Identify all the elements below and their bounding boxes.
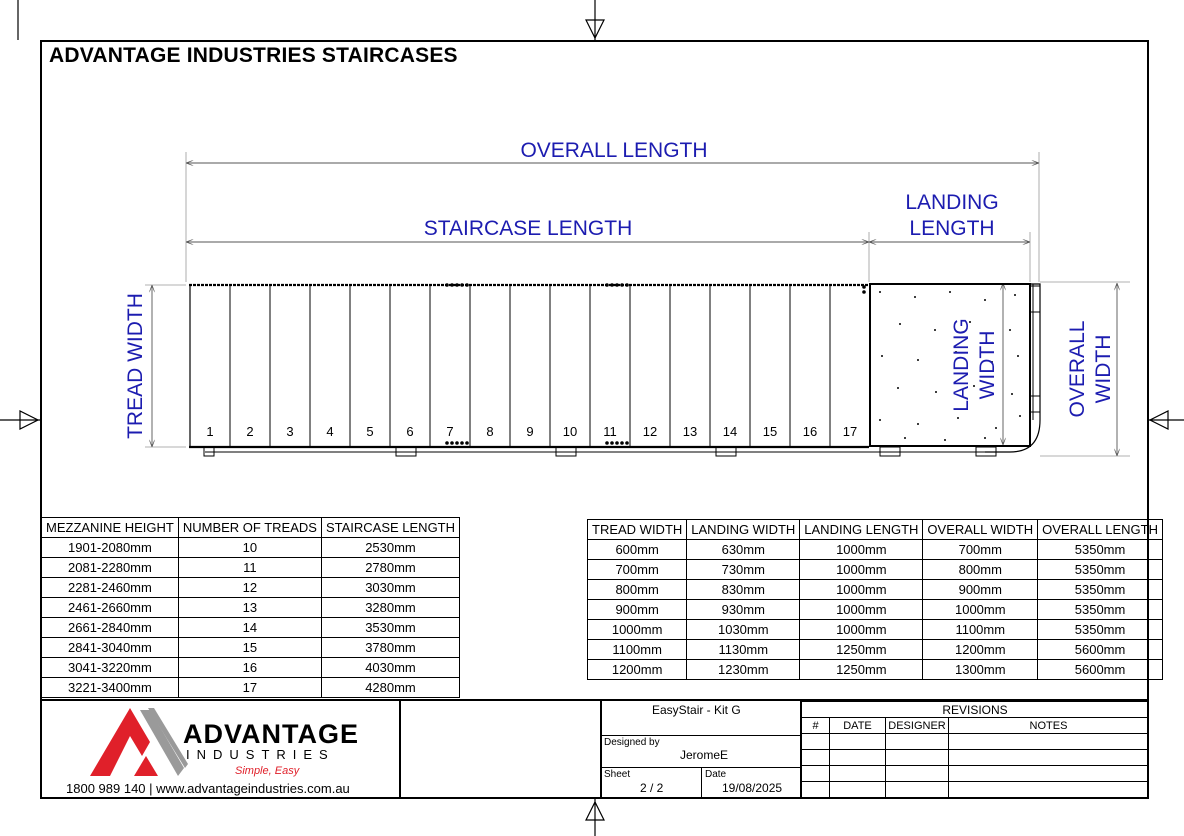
width-row bbox=[588, 640, 1163, 660]
table-cell: 5350mm bbox=[1038, 540, 1163, 560]
table-cell: 5600mm bbox=[1038, 640, 1163, 660]
table-cell: 3530mm bbox=[321, 618, 459, 638]
landing-dot bbox=[879, 419, 881, 421]
table-cell: 900mm bbox=[923, 580, 1038, 600]
landing-dot bbox=[879, 291, 881, 293]
tread-number: 10 bbox=[562, 424, 578, 439]
landing-dot bbox=[1009, 329, 1011, 331]
tread-number: 12 bbox=[642, 424, 658, 439]
tread-number: 11 bbox=[603, 424, 617, 439]
table-cell: 2661-2840mm bbox=[42, 618, 179, 638]
landing-dot bbox=[944, 439, 946, 441]
table-cell: 11 bbox=[178, 558, 321, 578]
table-cell: 1000mm bbox=[800, 540, 923, 560]
mezzanine-row bbox=[42, 538, 460, 558]
staircase-length-label: STAIRCASE LENGTH bbox=[423, 217, 633, 240]
date-value: 19/08/2025 bbox=[722, 781, 783, 795]
table-cell: 1250mm bbox=[800, 660, 923, 680]
table-cell: 3780mm bbox=[321, 638, 459, 658]
table-cell: 1200mm bbox=[588, 660, 687, 680]
table-cell: 830mm bbox=[687, 580, 800, 600]
table-cell: 2081-2280mm bbox=[42, 558, 179, 578]
table-cell: 5350mm bbox=[1038, 600, 1163, 620]
tread-number: 1 bbox=[206, 424, 214, 439]
table-cell: 15 bbox=[178, 638, 321, 658]
table-cell: 5350mm bbox=[1038, 580, 1163, 600]
table-cell: 1130mm bbox=[687, 640, 800, 660]
table-header-cell: NUMBER OF TREADS bbox=[178, 518, 321, 538]
landing-dot bbox=[995, 427, 997, 429]
landing-length-label-line1: LANDING bbox=[905, 191, 999, 214]
table-cell: 1000mm bbox=[923, 600, 1038, 620]
table-cell: 1000mm bbox=[800, 560, 923, 580]
mezzanine-row bbox=[42, 618, 460, 638]
landing-width-label-line1: LANDING bbox=[950, 318, 973, 412]
table-cell: 3030mm bbox=[321, 578, 459, 598]
table-cell: 1000mm bbox=[800, 620, 923, 640]
tread-number: 6 bbox=[406, 424, 414, 439]
mezzanine-row bbox=[42, 558, 460, 578]
table-cell: 17 bbox=[178, 678, 321, 698]
page-title: ADVANTAGE INDUSTRIES STAIRCASES bbox=[49, 44, 458, 67]
table-cell: 1000mm bbox=[588, 620, 687, 640]
width-row bbox=[588, 620, 1163, 640]
landing-dot bbox=[1014, 294, 1016, 296]
table-cell: 2530mm bbox=[321, 538, 459, 558]
width-row bbox=[588, 560, 1163, 580]
table-cell: 800mm bbox=[923, 560, 1038, 580]
table-cell: 2841-3040mm bbox=[42, 638, 179, 658]
table-cell: 930mm bbox=[687, 600, 800, 620]
revision-header-cell: # bbox=[802, 718, 830, 734]
tread-number: 15 bbox=[762, 424, 778, 439]
landing-dot bbox=[935, 391, 937, 393]
revisions-title: REVISIONS bbox=[802, 702, 1149, 718]
mezzanine-row bbox=[42, 578, 460, 598]
table-header-cell: OVERALL WIDTH bbox=[923, 520, 1038, 540]
logo-tagline: Simple, Easy bbox=[235, 765, 300, 777]
landing-dot bbox=[1017, 355, 1019, 357]
landing-dot bbox=[881, 355, 883, 357]
revision-header-cell: NOTES bbox=[949, 718, 1149, 734]
table-cell: 2461-2660mm bbox=[42, 598, 179, 618]
mezzanine-row bbox=[42, 638, 460, 658]
bolt-clusters bbox=[445, 283, 866, 445]
landing-dot bbox=[984, 299, 986, 301]
table-cell: 1230mm bbox=[687, 660, 800, 680]
landing-dot bbox=[957, 417, 959, 419]
table-header-cell: OVERALL LENGTH bbox=[1038, 520, 1163, 540]
table-cell: 900mm bbox=[588, 600, 687, 620]
tread-number: 7 bbox=[446, 424, 454, 439]
mezzanine-row bbox=[42, 598, 460, 618]
table-cell: 600mm bbox=[588, 540, 687, 560]
tread-dividers bbox=[230, 285, 870, 447]
landing-dot bbox=[897, 387, 899, 389]
tread-number: 8 bbox=[486, 424, 494, 439]
table-header-cell: MEZZANINE HEIGHT bbox=[42, 518, 179, 538]
width-row bbox=[588, 660, 1163, 680]
table-cell: 14 bbox=[178, 618, 321, 638]
table-cell: 730mm bbox=[687, 560, 800, 580]
table-cell: 10 bbox=[178, 538, 321, 558]
overall-width-label-line1: OVERALL bbox=[1066, 320, 1089, 418]
sheet-label: Sheet bbox=[604, 769, 631, 780]
mezzanine-row bbox=[42, 678, 460, 698]
tread-number: 2 bbox=[246, 424, 254, 439]
table-header-cell: STAIRCASE LENGTH bbox=[321, 518, 459, 538]
overall-width-label-line2: WIDTH bbox=[1092, 334, 1115, 404]
landing-dot bbox=[899, 323, 901, 325]
landing-width-label-line2: WIDTH bbox=[976, 330, 999, 400]
table-cell: 3280mm bbox=[321, 598, 459, 618]
width-row bbox=[588, 580, 1163, 600]
table-cell: 3221-3400mm bbox=[42, 678, 179, 698]
table-cell: 4280mm bbox=[321, 678, 459, 698]
width-table bbox=[587, 519, 1163, 680]
landing-dot bbox=[1019, 415, 1021, 417]
table-cell: 1250mm bbox=[800, 640, 923, 660]
tread-number: 14 bbox=[722, 424, 738, 439]
table-cell: 5600mm bbox=[1038, 660, 1163, 680]
landing-dot bbox=[917, 359, 919, 361]
tread-width-label: TREAD WIDTH bbox=[124, 293, 147, 439]
sheet-number: 2 / 2 bbox=[640, 781, 664, 795]
table-cell: 1200mm bbox=[923, 640, 1038, 660]
landing-dot bbox=[934, 329, 936, 331]
table-cell: 1030mm bbox=[687, 620, 800, 640]
logo-name: ADVANTAGE bbox=[183, 719, 359, 749]
tread-number: 17 bbox=[842, 424, 858, 439]
width-row bbox=[588, 540, 1163, 560]
landing-dot bbox=[949, 291, 951, 293]
landing-dot bbox=[1011, 393, 1013, 395]
mezzanine-row bbox=[42, 658, 460, 678]
designed-by-label: Designed by bbox=[604, 737, 660, 748]
width-row bbox=[588, 600, 1163, 620]
kit-name: EasyStair - Kit G bbox=[652, 703, 741, 717]
revision-header-cell: DATE bbox=[830, 718, 886, 734]
tread-number: 3 bbox=[286, 424, 294, 439]
tread-number: 16 bbox=[802, 424, 818, 439]
table-cell: 5350mm bbox=[1038, 560, 1163, 580]
revision-header-cell: DESIGNER bbox=[886, 718, 949, 734]
table-header-cell: TREAD WIDTH bbox=[588, 520, 687, 540]
table-header-cell: LANDING LENGTH bbox=[800, 520, 923, 540]
landing-dot bbox=[914, 296, 916, 298]
table-cell: 1100mm bbox=[588, 640, 687, 660]
table-cell: 5350mm bbox=[1038, 620, 1163, 640]
mezzanine-table bbox=[41, 517, 460, 698]
table-cell: 13 bbox=[178, 598, 321, 618]
table-cell: 800mm bbox=[588, 580, 687, 600]
landing-dot bbox=[984, 437, 986, 439]
table-cell: 630mm bbox=[687, 540, 800, 560]
revisions-table bbox=[801, 701, 1149, 798]
table-cell: 3041-3220mm bbox=[42, 658, 179, 678]
table-cell: 1000mm bbox=[800, 600, 923, 620]
overall-length-label: OVERALL LENGTH bbox=[520, 139, 708, 162]
landing-dot bbox=[904, 437, 906, 439]
table-cell: 700mm bbox=[588, 560, 687, 580]
tread-number: 5 bbox=[366, 424, 374, 439]
table-cell: 1000mm bbox=[800, 580, 923, 600]
tread-number: 9 bbox=[526, 424, 534, 439]
table-cell: 2281-2460mm bbox=[42, 578, 179, 598]
landing-length-label-line2: LENGTH bbox=[909, 217, 995, 240]
tread-number: 13 bbox=[682, 424, 698, 439]
contact-line: 1800 989 140 | www.advantageindustries.com.au bbox=[66, 781, 350, 796]
tread-number: 4 bbox=[326, 424, 334, 439]
date-label: Date bbox=[705, 769, 727, 780]
logo-subtitle: INDUSTRIES bbox=[186, 747, 335, 762]
table-header-cell: LANDING WIDTH bbox=[687, 520, 800, 540]
table-cell: 1300mm bbox=[923, 660, 1038, 680]
designer-name: JeromeE bbox=[680, 748, 729, 762]
table-cell: 700mm bbox=[923, 540, 1038, 560]
logo-mark bbox=[90, 708, 188, 776]
table-cell: 12 bbox=[178, 578, 321, 598]
table-cell: 2780mm bbox=[321, 558, 459, 578]
table-cell: 1901-2080mm bbox=[42, 538, 179, 558]
table-cell: 1100mm bbox=[923, 620, 1038, 640]
table-cell: 16 bbox=[178, 658, 321, 678]
landing-dot bbox=[917, 423, 919, 425]
table-cell: 4030mm bbox=[321, 658, 459, 678]
